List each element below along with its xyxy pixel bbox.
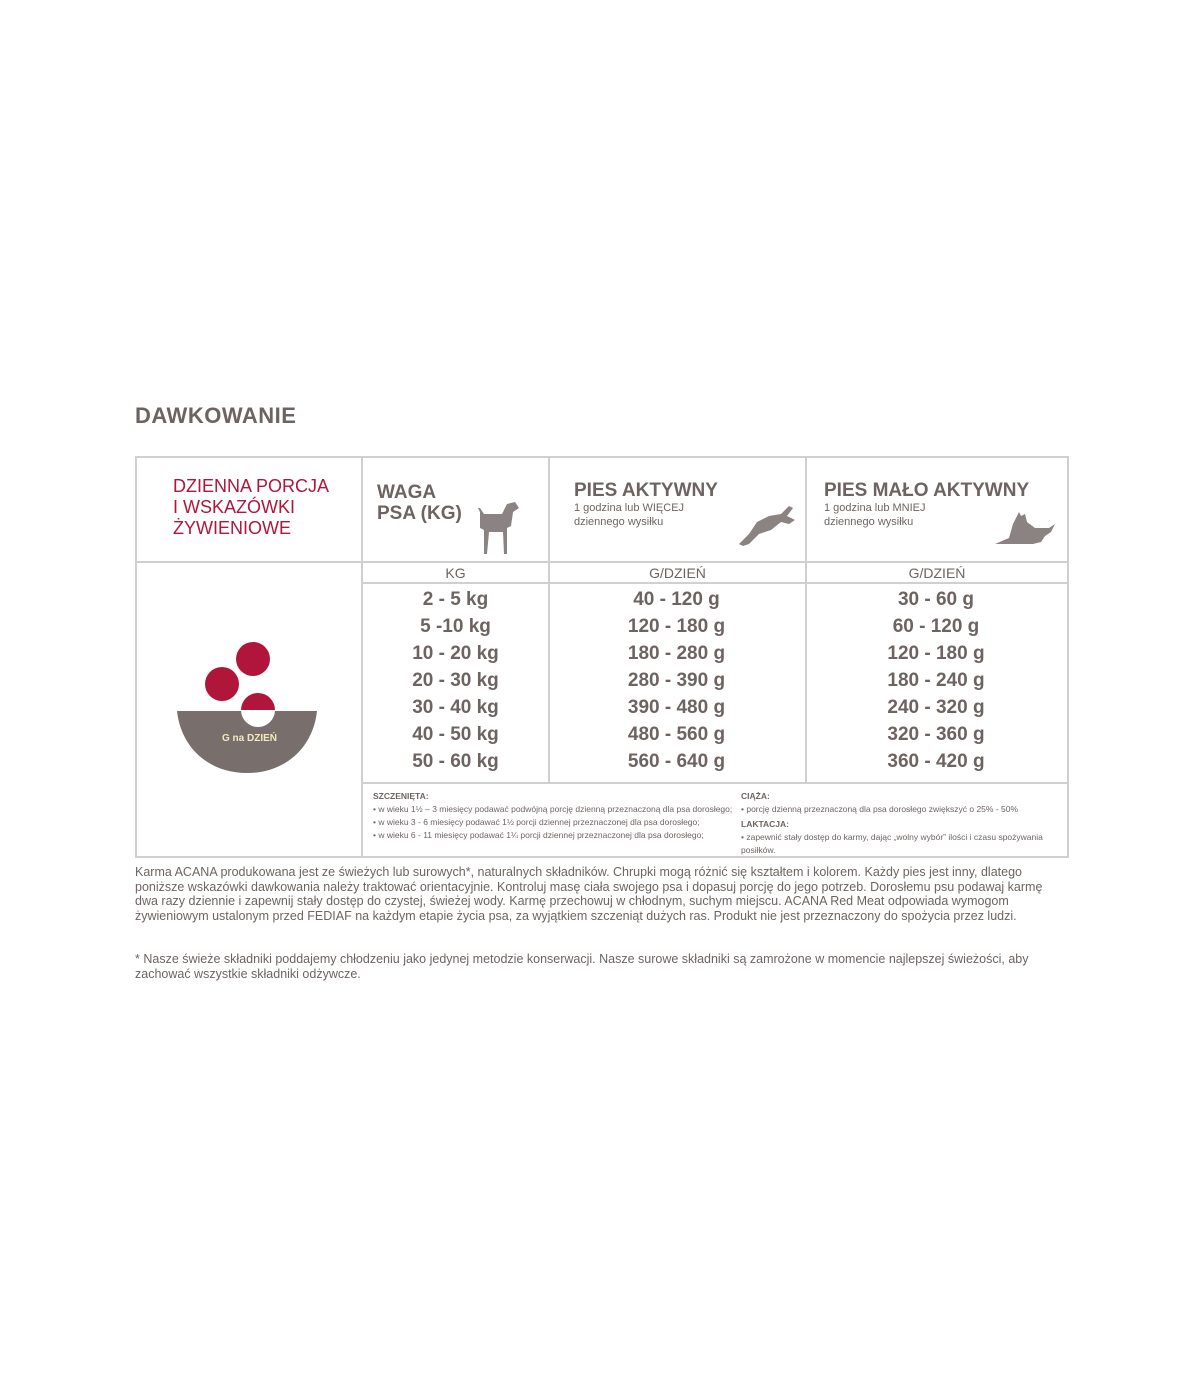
table-cell: 20 - 30 kg: [412, 670, 499, 691]
note-line: • w wieku 3 - 6 miesięcy podawać 1½ porcji dziennej przeznaczonej dla psa dorosłego;: [373, 817, 700, 827]
table-row: [363, 586, 1067, 613]
weight-line: PSA (KG): [377, 503, 462, 524]
col-active: G/DZIEŃ: [649, 565, 706, 581]
table-cell: 10 - 20 kg: [412, 643, 499, 664]
lying-dog-icon: [989, 502, 1055, 548]
heading-line: DZIENNA PORCJA: [173, 476, 330, 496]
table-cell: 180 - 240 g: [887, 670, 985, 691]
puppies-notes: [373, 790, 732, 842]
table-cell: 280 - 390 g: [627, 670, 726, 691]
pregnancy-title: CIĄŻA:: [741, 791, 770, 801]
heading-line: ŻYWIENIOWE: [173, 518, 291, 538]
table-cell: 180 - 280 g: [627, 643, 726, 664]
note-line: • w wieku 6 - 11 miesięcy podawać 1¼ porcji dziennej przeznaczonej dla psa dorosłego;: [373, 830, 704, 840]
table-cell: 360 - 420 g: [887, 751, 985, 772]
weight-line: WAGA: [377, 482, 437, 503]
table-cell: 390 - 480 g: [627, 697, 726, 718]
inactive-sub: dziennego wysiłku: [824, 516, 914, 528]
description-paragraph: Karma ACANA produkowana jest ze świeżych lub surowych*, naturalnych składników. Chrupki mogą różnić się kształtem i kolorem. Każdy pies jest inny, dlatego poniższe wskazówki dawkowania należy traktować orientacyjnie. Kontroluj masę ciała swojego psa i dopasuj porcję do jego potrzeb. Dorosłemu psu podawaj karmę dwa razy dziennie i zapewnij stały dostęp do czystej, świeżej wody. Karmę przechowuj w chłodnym, suchym miejscu. ACANA Red Meat odpowiada wymogom żywieniowym ustalonym przed FEDIAF na każdym etapie życia psa, za wyjątkiem szczeniąt dużych ras. Produkt nie jest przeznaczony do spożycia przez ludzi.: [135, 865, 1043, 923]
puppies-title: SZCZENIĘTA:: [373, 791, 429, 801]
col-kg: KG: [445, 565, 466, 581]
table-cell: 120 - 180 g: [887, 643, 985, 664]
standing-dog-icon: [467, 500, 527, 558]
weight-header: [377, 482, 462, 524]
table-cell: 50 - 60 kg: [412, 751, 499, 772]
table-cell: 2 - 5 kg: [422, 589, 489, 610]
table-cell: 40 - 50 kg: [412, 724, 499, 745]
table-cell: 30 - 60 g: [897, 589, 975, 610]
footnote-paragraph: * Nasze świeże składniki poddajemy chłodzeniu jako jedynej metodzie konserwacji. Nasze surowe składniki są zamrożone w momencie najlepszej świeżości, aby zachować wszystkie składniki odżywcze.: [135, 952, 1029, 981]
table-row: [363, 640, 1067, 667]
page-title: DAWKOWANIE: [135, 403, 297, 428]
active-header: [574, 480, 718, 529]
note-line: • porcję dzienną przeznaczoną dla psa dorosłego zwiększyć o 25% - 50%: [741, 804, 1019, 814]
table-row: [363, 613, 1067, 640]
inactive-title: PIES MAŁO AKTYWNY: [824, 480, 1030, 501]
table-cell: 560 - 640 g: [627, 751, 726, 772]
table-heading: [173, 476, 329, 539]
table-cell: 320 - 360 g: [887, 724, 985, 745]
feeding-table: [135, 456, 1069, 858]
table-cell: 480 - 560 g: [627, 724, 726, 745]
col-inactive: G/DZIEŃ: [908, 565, 966, 581]
active-sub: 1 godzina lub WIĘCEJ: [574, 502, 685, 514]
table-cell: 120 - 180 g: [627, 616, 726, 637]
pregnancy-notes: [741, 790, 1067, 857]
table-row: [363, 748, 1067, 775]
note-line: • w wieku 1½ – 3 miesięcy podawać podwójną porcję dzienną przeznaczoną dla psa dorosłego;: [373, 804, 733, 814]
table-row: [363, 667, 1067, 694]
note-line: • zapewnić stały dostęp do karmy, dając „wolny wybór” ilości i czasu spożywania posiłków.: [741, 832, 1043, 855]
table-cell: 60 - 120 g: [892, 616, 980, 637]
table-cell: 40 - 120 g: [633, 589, 720, 610]
table-cell: 30 - 40 kg: [412, 697, 499, 718]
active-title: PIES AKTYWNY: [574, 480, 718, 501]
table-row: [363, 721, 1067, 748]
table-cell: 5 -10 kg: [420, 616, 491, 637]
bowl-label: G na DZIEŃ: [221, 733, 277, 744]
bowl-illustration: [175, 638, 320, 778]
table-cell: 240 - 320 g: [887, 697, 985, 718]
lactation-title: LAKTACJA:: [741, 819, 790, 829]
table-row: [363, 694, 1067, 721]
active-sub: dziennego wysiłku: [574, 516, 664, 528]
inactive-sub: 1 godzina lub MNIEJ: [824, 502, 926, 514]
running-dog-icon: [735, 504, 799, 550]
heading-line: I WSKAZÓWKI: [173, 497, 296, 517]
